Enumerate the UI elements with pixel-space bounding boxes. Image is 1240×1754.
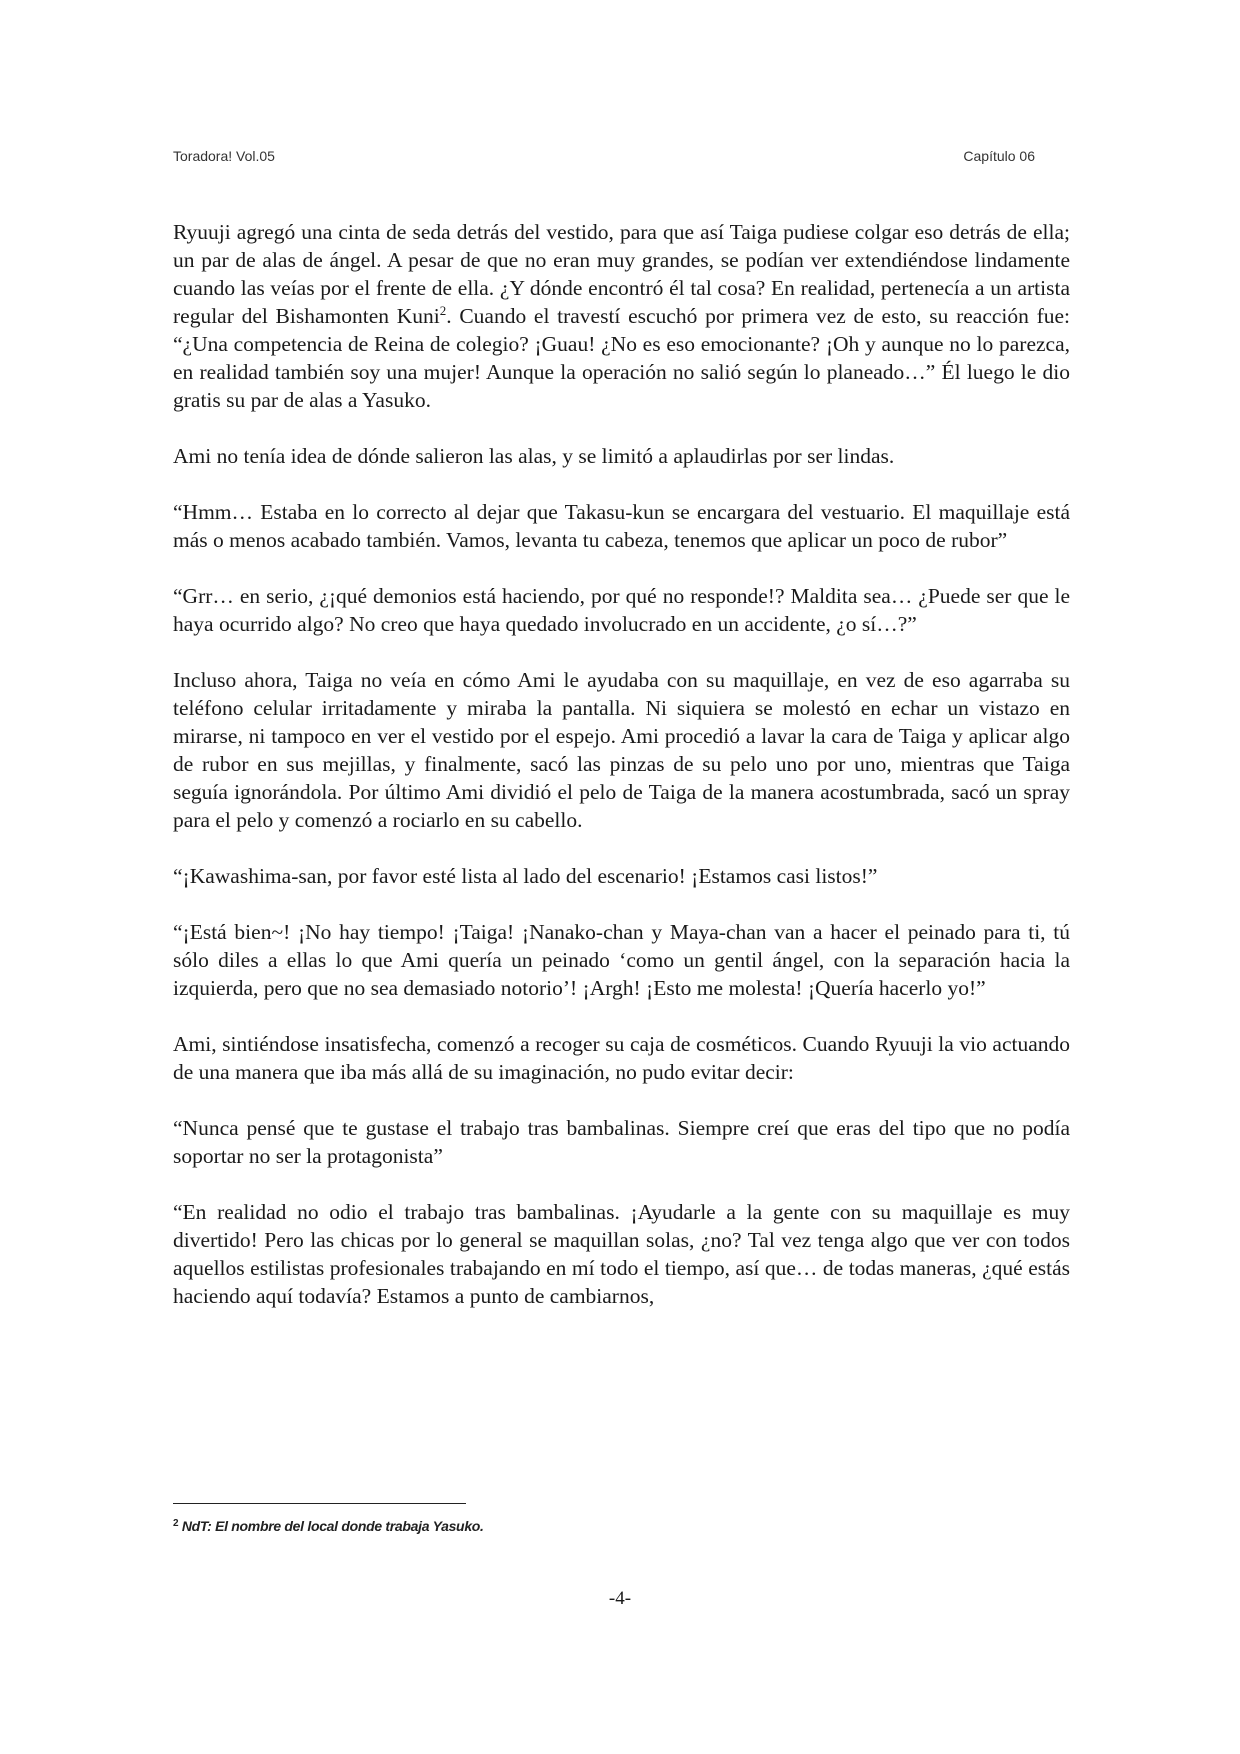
paragraph: “En realidad no odio el trabajo tras bambalinas. ¡Ayudarle a la gente con su maquillaje es muy divertido! Pero las chicas por lo general se maquillan solas, ¿no? Tal vez tenga algo que ver con todos aquellos estilistas profesionales trabajando en mí todo el tiempo, así que… de todas maneras, ¿qué estás haciendo aquí todavía? Estamos a punto de cambiarnos, (173, 1200, 1070, 1308)
footnote-divider (173, 1503, 466, 1504)
header-chapter: Capítulo 06 (963, 148, 1035, 164)
footnote-marker: 2 (173, 1518, 179, 1529)
paragraph-text: Ryuuji agregó una cinta de seda detrás del vestido, para que así Taiga pudiese colgar eso detrás de ella; un par de alas de ángel. A pesar de que no eran muy grandes, se podían ver extendiéndose lindamente cuando las veías por el frente de ella. ¿Y dónde encontró él tal cosa? En realidad, pertenecía a un artista regular del Bishamonten Kuni (173, 220, 1070, 328)
paragraph: “Grr… en serio, ¿¡qué demonios está haciendo, por qué no responde!? Maldita sea… ¿Puede ser que le haya ocurrido algo? No creo que haya quedado involucrado en un accidente, ¿o sí…?” (173, 584, 1070, 636)
header-book-title: Toradora! Vol.05 (173, 148, 275, 164)
footnote-text: NdT: El nombre del local donde trabaja Yasuko. (181, 1518, 484, 1534)
paragraph: “¡Kawashima-san, por favor esté lista al lado del escenario! ¡Estamos casi listos!” (173, 864, 878, 888)
footnote (173, 1518, 484, 1534)
page-number: -4- (608, 1588, 632, 1609)
paragraph: Ami no tenía idea de dónde salieron las alas, y se limitó a aplaudirlas por ser lindas. (173, 444, 895, 468)
paragraph: “Hmm… Estaba en lo correcto al dejar que Takasu-kun se encargara del vestuario. El maquillaje está más o menos acabado también. Vamos, levanta tu cabeza, tenemos que aplicar un poco de rubor” (173, 500, 1070, 552)
paragraph-text: . Cuando el travestí escuchó por primera vez de esto, su reacción fue: “¿Una competencia de Reina de colegio? ¡Guau! ¿No es eso emocionante? ¡Oh y aunque no lo parezca, en realidad también soy una mujer! Aunque la operación no salió según lo planeado…” Él luego le dio gratis su par de alas a Yasuko. (173, 304, 1071, 412)
page-header (173, 148, 1035, 164)
body-text (173, 218, 1070, 1310)
paragraph: “Nunca pensé que te gustase el trabajo tras bambalinas. Siempre creí que eras del tipo que no podía soportar no ser la protagonista” (173, 1116, 1070, 1168)
paragraph: Incluso ahora, Taiga no veía en cómo Ami le ayudaba con su maquillaje, en vez de eso agarraba su teléfono celular irritadamente y miraba la pantalla. Ni siquiera se molestó en echar un vistazo en mirarse, ni tampoco en ver el vestido por el espejo. Ami procedió a lavar la cara de Taiga y aplicar algo de rubor en sus mejillas, y finalmente, sacó las pinzas de su pelo uno por uno, mientras que Taiga seguía ignorándola. Por último Ami dividió el pelo de Taiga de la manera acostumbrada, sacó un spray para el pelo y comenzó a rociarlo en su cabello. (173, 668, 1070, 832)
paragraph: Ami, sintiéndose insatisfecha, comenzó a recoger su caja de cosméticos. Cuando Ryuuji la vio actuando de una manera que iba más allá de su imaginación, no pudo evitar decir: (173, 1032, 1070, 1084)
paragraph (173, 218, 1070, 414)
paragraph: “¡Está bien~! ¡No hay tiempo! ¡Taiga! ¡Nanako-chan y Maya-chan van a hacer el peinado para ti, tú sólo diles a ellas lo que Ami quería un peinado ‘como un gentil ángel, con la separación hacia la izquierda, pero que no sea demasiado notorio’! ¡Argh! ¡Esto me molesta! ¡Quería hacerlo yo!” (173, 920, 1070, 1000)
footnote-reference: 2 (439, 303, 447, 318)
